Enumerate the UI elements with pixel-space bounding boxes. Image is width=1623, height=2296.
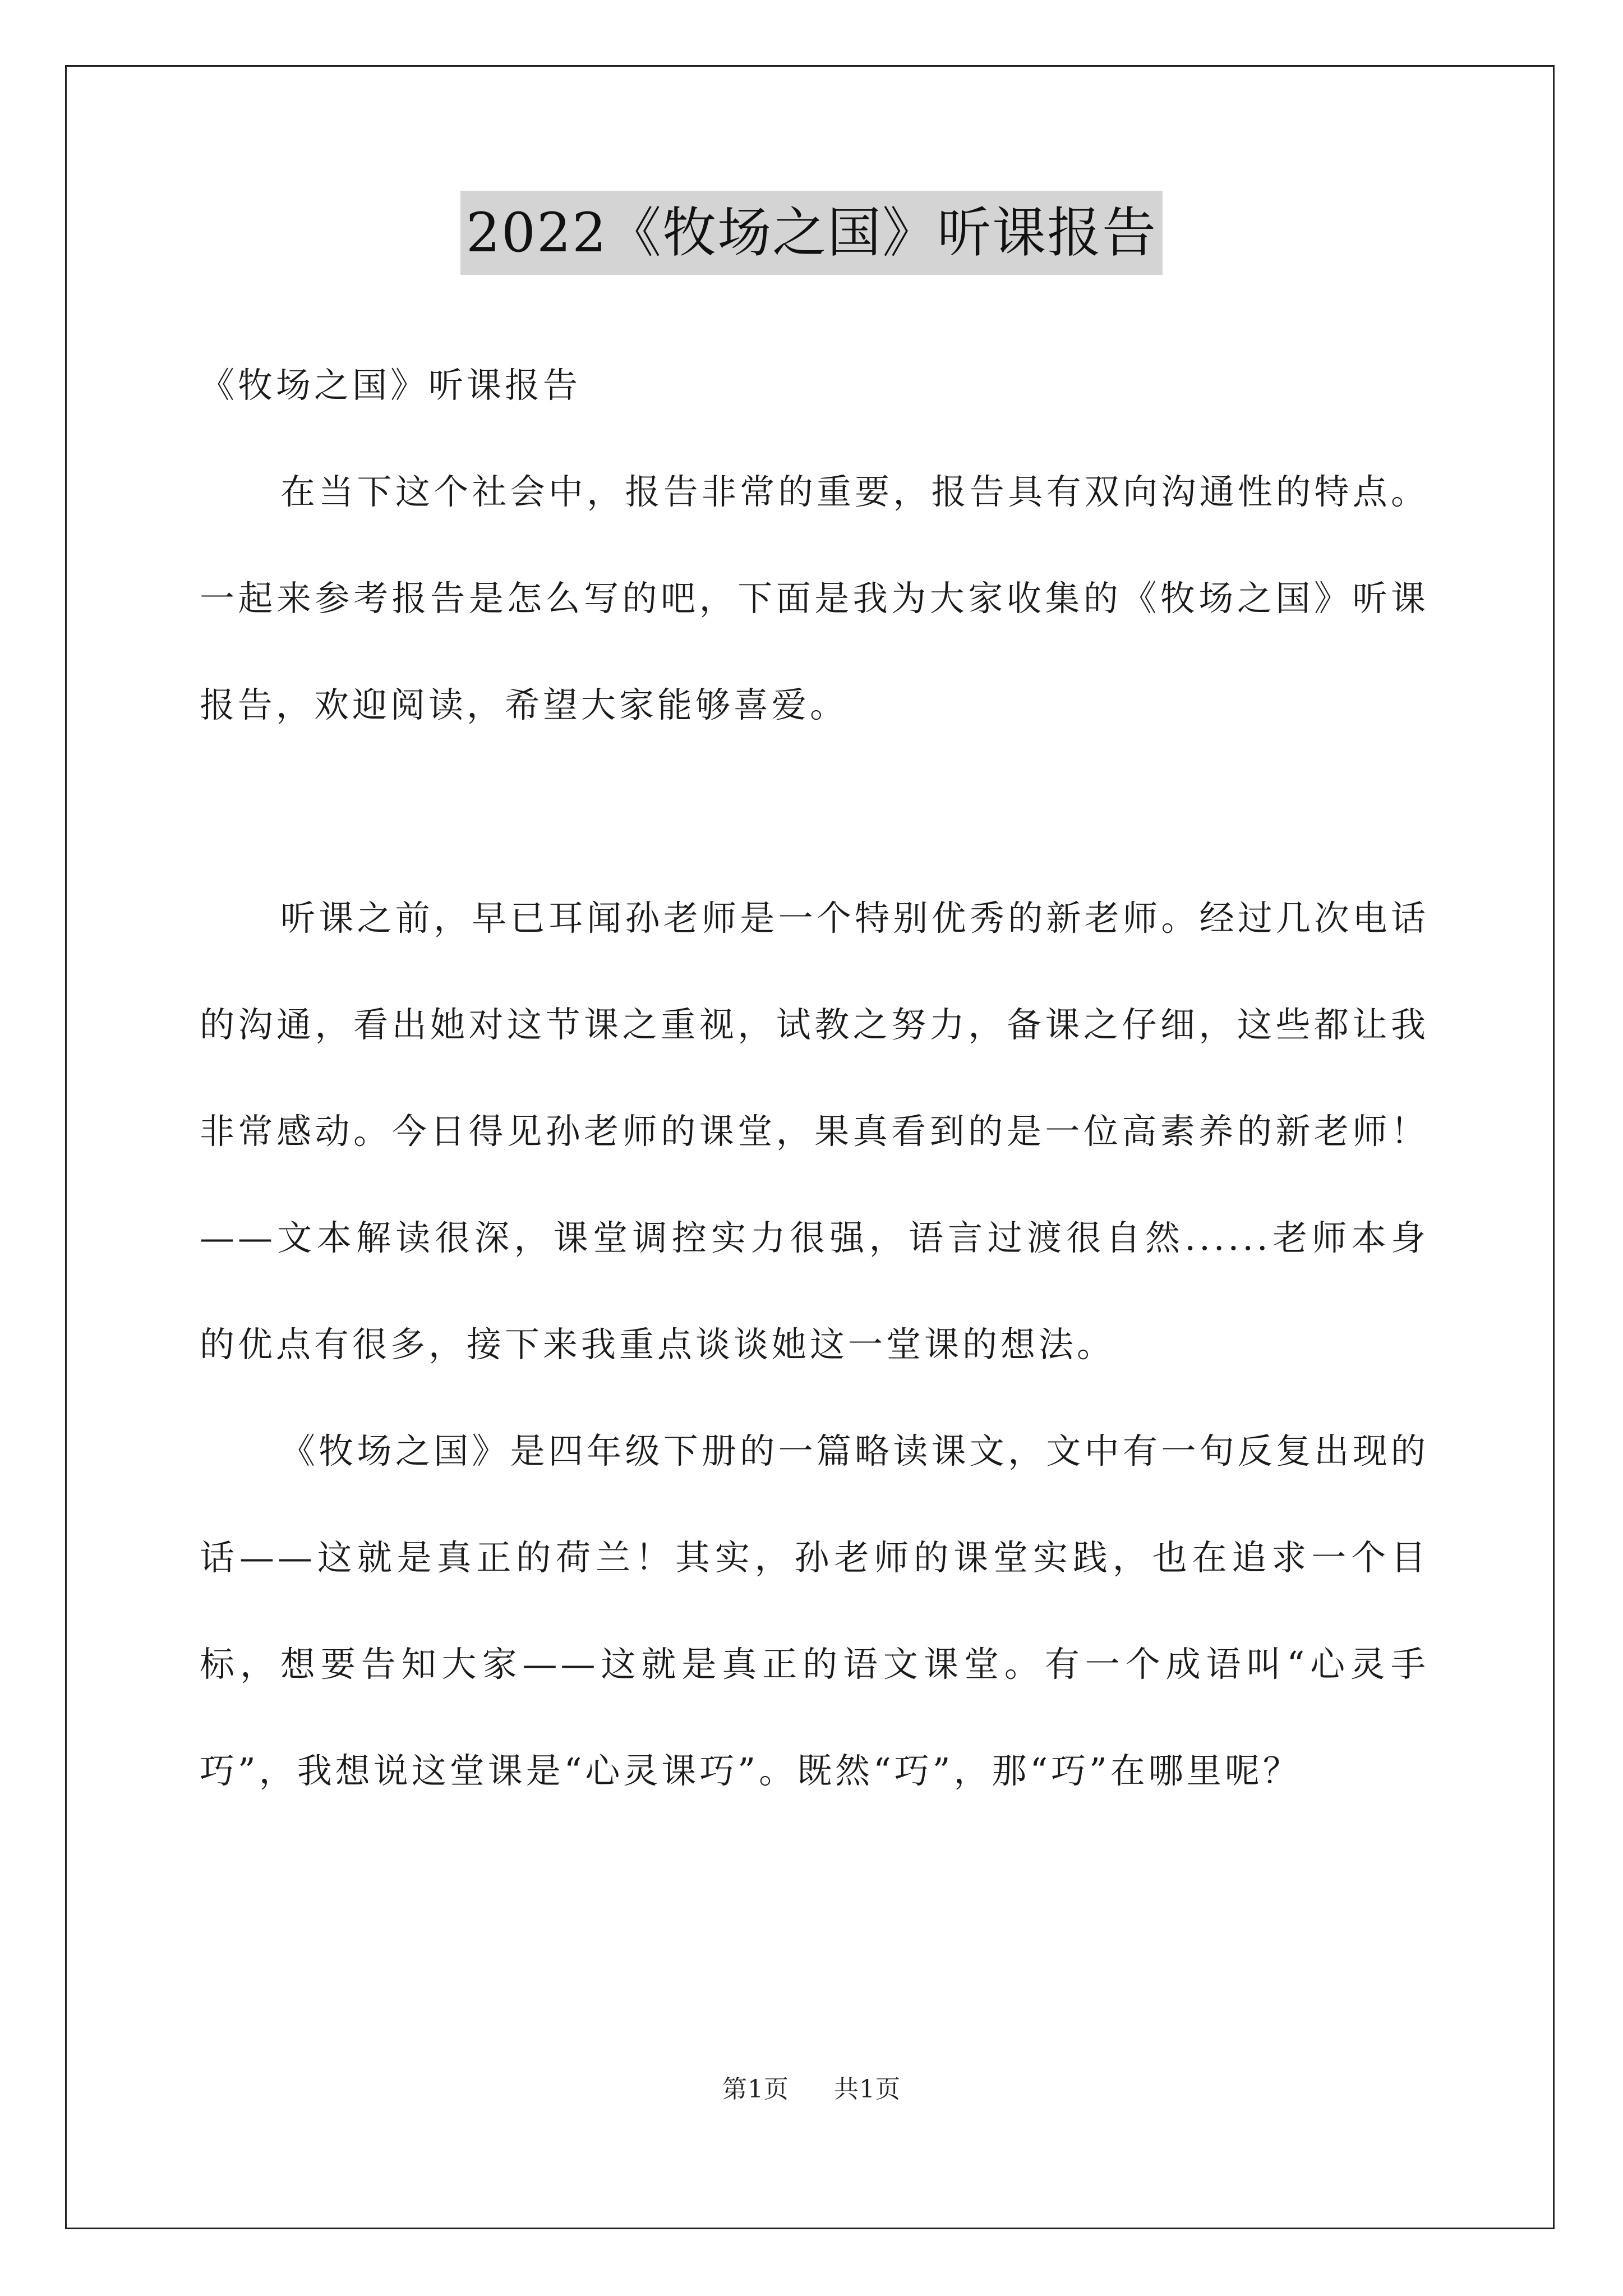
blank-line bbox=[200, 758, 1429, 865]
paragraph-body-1: 听课之前，早已耳闻孙老师是一个特别优秀的新老师。经过几次电话的沟通，看出她对这节课之重视，试教之努力，备课之仔细，这些都让我非常感动。今日得见孙老师的课堂，果真看到的是一位高素养的新老师！——文本解读很深，课堂调控实力很强，语言过渡很自然......老师本身的优点有很多，接下来我重点谈谈她这一堂课的想法。 bbox=[200, 898, 1429, 1365]
document-subtitle: 《牧场之国》听课报告 bbox=[200, 365, 582, 406]
document-body bbox=[200, 332, 1429, 1824]
page-number-total: 共1页 bbox=[834, 2075, 901, 2104]
title-container bbox=[0, 191, 1623, 275]
page-footer bbox=[0, 2069, 1623, 2105]
paragraph-body-2: 《牧场之国》是四年级下册的一篇略读课文，文中有一句反复出现的话——这就是真正的荷兰！其实，孙老师的课堂实践，也在追求一个目标，想要告知大家——这就是真正的语文课堂。有一个成语叫“心灵手巧”，我想说这堂课是“心灵课巧”。既然“巧”，那“巧”在哪里呢？ bbox=[200, 1430, 1429, 1791]
paragraph-intro: 在当下这个社会中，报告非常的重要，报告具有双向沟通性的特点。一起来参考报告是怎么写的吧，下面是我为大家收集的《牧场之国》听课报告，欢迎阅读，希望大家能够喜爱。 bbox=[200, 471, 1429, 725]
page-number-current: 第1页 bbox=[722, 2075, 789, 2104]
document-title: 2022《牧场之国》听课报告 bbox=[460, 191, 1163, 275]
